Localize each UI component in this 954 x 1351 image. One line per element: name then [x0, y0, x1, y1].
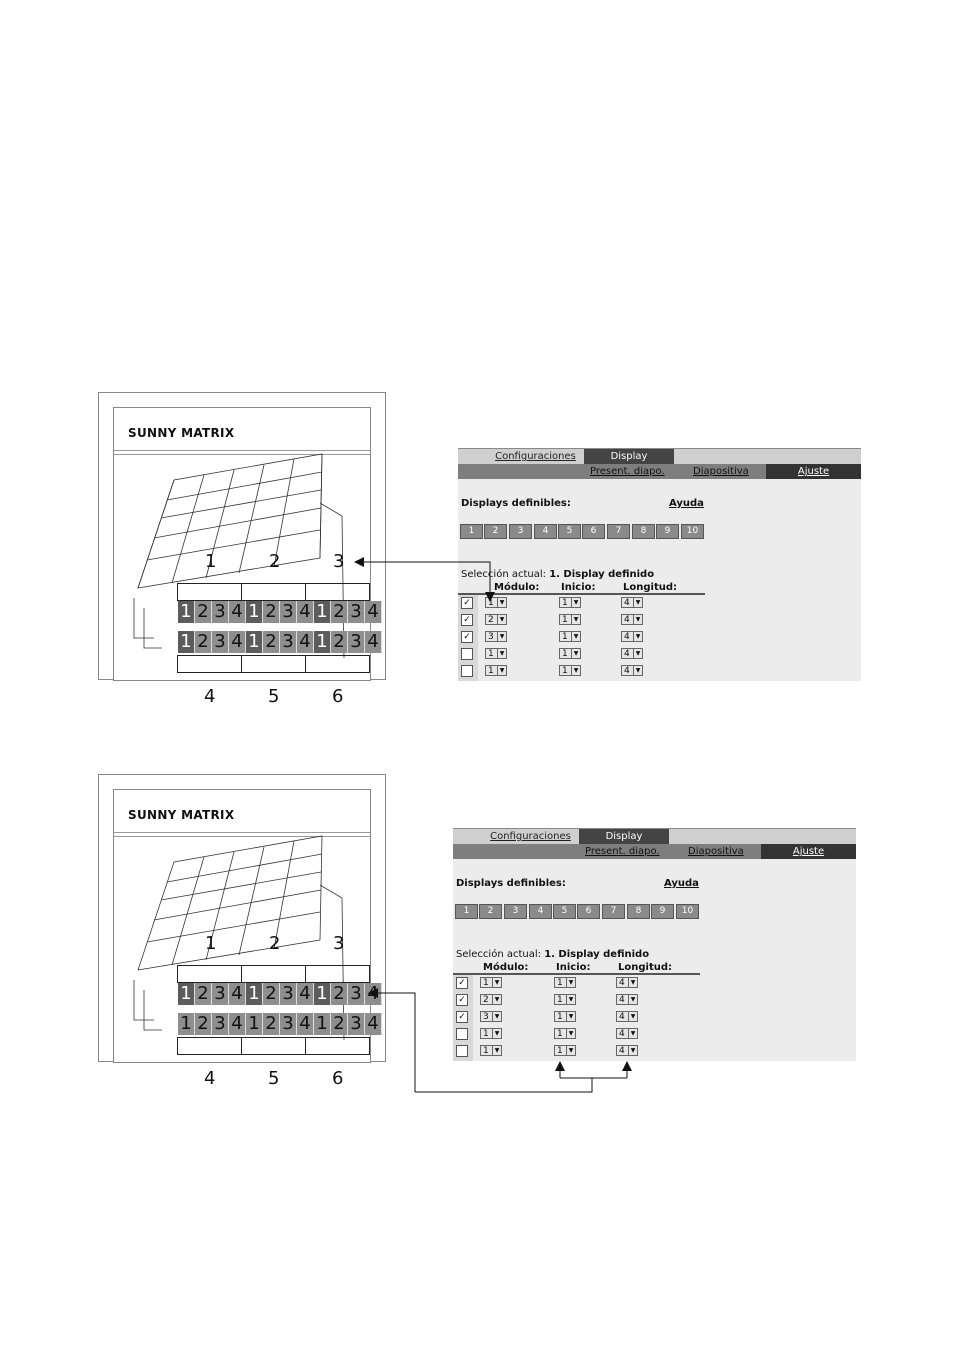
zone-number: 1 — [205, 933, 217, 954]
dropdown-arrow-icon: ▼ — [633, 615, 642, 624]
matrix-digit: 3 — [212, 601, 229, 623]
dropdown-value: 1 — [483, 1046, 489, 1056]
dropdown-arrow-icon: ▼ — [497, 632, 506, 641]
dropdown-arrow-icon: ▼ — [566, 995, 575, 1004]
matrix-digit: 3 — [348, 983, 365, 1005]
display-button[interactable]: 7 — [602, 904, 625, 919]
brand-title: SUNNY MATRIX — [128, 426, 235, 440]
dropdown-value: 4 — [619, 995, 625, 1005]
dropdown-arrow-icon: ▼ — [566, 978, 575, 987]
display-button[interactable]: 3 — [509, 524, 532, 539]
matrix-digit: 1 — [314, 983, 331, 1005]
dropdown-value: 4 — [619, 978, 625, 988]
tab-display[interactable]: Display — [579, 829, 669, 844]
tab-configuraciones[interactable]: Configuraciones — [495, 451, 576, 462]
zone-number: 5 — [268, 686, 280, 707]
tab-configuraciones[interactable]: Configuraciones — [490, 831, 571, 842]
matrix-digit: 1 — [178, 983, 195, 1005]
column-header-modulo: Módulo: — [494, 582, 540, 593]
dropdown-value: 1 — [557, 1012, 563, 1022]
display-button[interactable]: 2 — [484, 524, 507, 539]
dropdown-arrow-icon: ▼ — [571, 666, 580, 675]
display-button[interactable]: 5 — [558, 524, 581, 539]
matrix-digit: 4 — [297, 1013, 314, 1035]
dropdown-value: 1 — [557, 1046, 563, 1056]
dropdown-arrow-icon: ▼ — [497, 649, 506, 658]
matrix-digit: 1 — [314, 1013, 331, 1035]
column-header-inicio: Inicio: — [556, 962, 591, 973]
matrix-digit: 2 — [331, 1013, 348, 1035]
display-button[interactable]: 4 — [534, 524, 557, 539]
dropdown-arrow-icon: ▼ — [497, 666, 506, 675]
matrix-digit: 2 — [263, 983, 280, 1005]
display-button[interactable]: 9 — [651, 904, 674, 919]
matrix-digit: 4 — [229, 983, 246, 1005]
dropdown-value: 1 — [562, 649, 568, 659]
subtab-diapositiva[interactable]: Diapositiva — [693, 466, 749, 477]
matrix-digit: 3 — [280, 1013, 297, 1035]
column-header-longitud: Longitud: — [623, 582, 678, 593]
zone-number: 5 — [268, 1068, 280, 1089]
dropdown-value: 1 — [488, 598, 494, 608]
dropdown-arrow-icon: ▼ — [628, 1029, 637, 1038]
dropdown-value: 4 — [624, 666, 630, 676]
display-button[interactable]: 3 — [504, 904, 527, 919]
matrix-digit: 1 — [246, 983, 263, 1005]
displays-label: Displays definibles: — [461, 498, 571, 509]
matrix-digit: 4 — [297, 631, 314, 653]
dropdown-arrow-icon: ▼ — [492, 1029, 501, 1038]
matrix-digit: 4 — [297, 601, 314, 623]
row-checkbox[interactable]: ✓ — [461, 597, 473, 609]
matrix-digit: 3 — [280, 983, 297, 1005]
matrix-digit: 3 — [348, 601, 365, 623]
row-checkbox[interactable]: ✓ — [456, 994, 468, 1006]
row-checkbox[interactable]: ✓ — [461, 614, 473, 626]
matrix-digit: 2 — [331, 983, 348, 1005]
tab-display[interactable]: Display — [584, 449, 674, 464]
selection-value: 1. Display definido — [544, 949, 650, 960]
zone-number: 4 — [204, 686, 216, 707]
displays-label: Displays definibles: — [456, 878, 566, 889]
dropdown-arrow-icon: ▼ — [566, 1029, 575, 1038]
column-header-modulo: Módulo: — [483, 962, 529, 973]
dropdown-arrow-icon: ▼ — [628, 978, 637, 987]
selection-prefix: Selección actual: — [456, 949, 541, 960]
dropdown-value: 1 — [562, 598, 568, 608]
matrix-digit: 2 — [263, 1013, 280, 1035]
matrix-digit: 1 — [314, 631, 331, 653]
dropdown-arrow-icon: ▼ — [628, 1012, 637, 1021]
dropdown-value: 4 — [624, 649, 630, 659]
display-button[interactable]: 10 — [676, 904, 699, 919]
dropdown-value: 1 — [562, 632, 568, 642]
dropdown-arrow-icon: ▼ — [633, 598, 642, 607]
matrix-digit: 1 — [314, 601, 331, 623]
matrix-digit: 2 — [195, 601, 212, 623]
matrix-digit: 3 — [280, 601, 297, 623]
dropdown-value: 4 — [619, 1046, 625, 1056]
subtab-diapositiva[interactable]: Diapositiva — [688, 846, 744, 857]
display-button[interactable]: 7 — [607, 524, 630, 539]
matrix-digit: 1 — [246, 601, 263, 623]
matrix-digit: 1 — [178, 631, 195, 653]
dropdown-value: 4 — [619, 1012, 625, 1022]
dropdown-value: 4 — [624, 615, 630, 625]
brand-title: SUNNY MATRIX — [128, 808, 235, 822]
dropdown-arrow-icon: ▼ — [497, 615, 506, 624]
dropdown-arrow-icon: ▼ — [633, 632, 642, 641]
dropdown-arrow-icon: ▼ — [497, 598, 506, 607]
zone-number: 3 — [333, 933, 345, 954]
dropdown-arrow-icon: ▼ — [492, 1046, 501, 1055]
display-button[interactable]: 4 — [529, 904, 552, 919]
matrix-digit: 2 — [195, 631, 212, 653]
display-button[interactable]: 5 — [553, 904, 576, 919]
connector-arrow-icon — [370, 993, 415, 1092]
dropdown-value: 4 — [619, 1029, 625, 1039]
matrix-digit: 2 — [195, 983, 212, 1005]
matrix-digit: 2 — [195, 1013, 212, 1035]
row-checkbox[interactable]: ✓ — [456, 977, 468, 989]
matrix-digit: 3 — [348, 1013, 365, 1035]
zone-number: 2 — [269, 933, 281, 954]
display-button[interactable]: 8 — [627, 904, 650, 919]
dropdown-value: 1 — [562, 666, 568, 676]
dropdown-arrow-icon: ▼ — [566, 1046, 575, 1055]
display-button[interactable]: 9 — [656, 524, 679, 539]
matrix-digit: 4 — [365, 601, 382, 623]
matrix-digit: 3 — [280, 631, 297, 653]
matrix-digit: 3 — [212, 1013, 229, 1035]
matrix-digit: 4 — [229, 631, 246, 653]
display-button[interactable]: 6 — [582, 524, 605, 539]
matrix-digit: 4 — [365, 1013, 382, 1035]
matrix-digit: 1 — [178, 1013, 195, 1035]
dropdown-arrow-icon: ▼ — [633, 649, 642, 658]
dropdown-arrow-icon: ▼ — [571, 598, 580, 607]
row-checkbox[interactable]: ✓ — [456, 1011, 468, 1023]
zone-number: 2 — [269, 551, 281, 572]
matrix-digit: 3 — [212, 983, 229, 1005]
dropdown-arrow-icon: ▼ — [492, 978, 501, 987]
subtab-present-diapo[interactable]: Present. diapo. — [585, 846, 660, 857]
dropdown-value: 4 — [624, 598, 630, 608]
matrix-digit: 2 — [331, 631, 348, 653]
dropdown-arrow-icon: ▼ — [566, 1012, 575, 1021]
dropdown-value: 1 — [557, 995, 563, 1005]
display-button[interactable]: 8 — [632, 524, 655, 539]
subtab-ajuste[interactable]: Ajuste — [766, 464, 861, 479]
matrix-digit: 2 — [331, 601, 348, 623]
display-button[interactable]: 1 — [455, 904, 478, 919]
display-button[interactable]: 1 — [460, 524, 483, 539]
dropdown-value: 3 — [483, 1012, 489, 1022]
zone-number: 4 — [204, 1068, 216, 1089]
dropdown-value: 4 — [624, 632, 630, 642]
subtab-present-diapo[interactable]: Present. diapo. — [590, 466, 665, 477]
subtab-ajuste[interactable]: Ajuste — [761, 844, 856, 859]
matrix-digit: 4 — [229, 1013, 246, 1035]
selection-prefix: Selección actual: — [461, 569, 546, 580]
dropdown-arrow-icon: ▼ — [571, 615, 580, 624]
dropdown-arrow-icon: ▼ — [492, 1012, 501, 1021]
dropdown-value: 1 — [557, 978, 563, 988]
matrix-digit: 4 — [297, 983, 314, 1005]
dropdown-value: 1 — [483, 978, 489, 988]
zone-number: 3 — [333, 551, 345, 572]
dropdown-arrow-icon: ▼ — [571, 649, 580, 658]
dropdown-arrow-icon: ▼ — [492, 995, 501, 1004]
help-link[interactable]: Ayuda — [669, 498, 704, 509]
dropdown-value: 3 — [488, 632, 494, 642]
dropdown-value: 2 — [483, 995, 489, 1005]
matrix-digit: 2 — [263, 601, 280, 623]
dropdown-value: 1 — [483, 1029, 489, 1039]
help-link[interactable]: Ayuda — [664, 878, 699, 889]
zone-number: 6 — [332, 686, 344, 707]
display-button[interactable]: 10 — [681, 524, 704, 539]
dropdown-value: 1 — [562, 615, 568, 625]
matrix-digit: 3 — [348, 631, 365, 653]
connector-arrow-icon — [356, 562, 490, 598]
row-checkbox[interactable]: ✓ — [461, 631, 473, 643]
matrix-digit: 4 — [229, 601, 246, 623]
matrix-digit: 4 — [365, 983, 382, 1005]
dropdown-arrow-icon: ▼ — [628, 995, 637, 1004]
matrix-digit: 4 — [365, 631, 382, 653]
matrix-digit: 1 — [178, 601, 195, 623]
display-button[interactable]: 2 — [479, 904, 502, 919]
dropdown-arrow-icon: ▼ — [628, 1046, 637, 1055]
column-header-longitud: Longitud: — [618, 962, 673, 973]
matrix-digit: 2 — [263, 631, 280, 653]
column-header-inicio: Inicio: — [561, 582, 596, 593]
dropdown-arrow-icon: ▼ — [571, 632, 580, 641]
matrix-digit: 1 — [246, 631, 263, 653]
dropdown-value: 2 — [488, 615, 494, 625]
dropdown-value: 1 — [488, 649, 494, 659]
dropdown-value: 1 — [488, 666, 494, 676]
matrix-digit: 3 — [212, 631, 229, 653]
zone-number: 1 — [205, 551, 217, 572]
matrix-digit: 1 — [246, 1013, 263, 1035]
zone-number: 6 — [332, 1068, 344, 1089]
dropdown-arrow-icon: ▼ — [633, 666, 642, 675]
selection-value: 1. Display definido — [549, 569, 655, 580]
dropdown-value: 1 — [557, 1029, 563, 1039]
display-button[interactable]: 6 — [577, 904, 600, 919]
connector-line — [415, 1078, 592, 1092]
